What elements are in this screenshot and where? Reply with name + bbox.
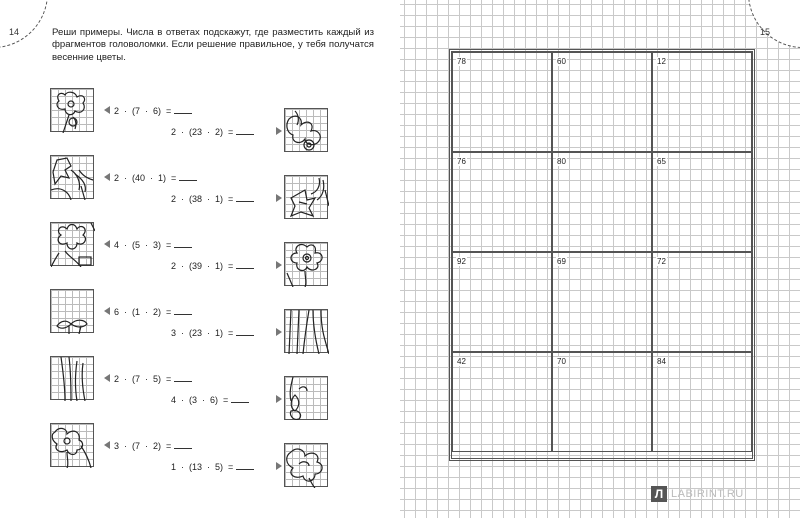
page-number-left: 14 (9, 27, 20, 37)
answer-blank[interactable] (174, 105, 192, 114)
flower-fragment-icon (285, 377, 329, 421)
board-cell[interactable]: 72 (652, 252, 752, 352)
answer-blank[interactable] (174, 440, 192, 449)
arrow-left-icon (104, 307, 110, 315)
instructions-text: Реши примеры. Числа в ответах подскажут, где разместить каждый из фрагментов головоломки. Если решение правильное, у тебя получатся весенние цветы. (52, 27, 374, 63)
equation: 6 · (1 · 2) = (114, 306, 192, 317)
equation: 4 · (5 · 3) = (114, 239, 192, 250)
arrow-right-icon (276, 194, 282, 202)
puzzle-fragment (50, 356, 94, 400)
puzzle-fragment (50, 88, 94, 132)
arrow-right-icon (276, 395, 282, 403)
answer-blank[interactable] (231, 394, 249, 403)
equation: 2 · (7 · 6) = (114, 105, 192, 116)
flower-fragment-icon (285, 243, 329, 287)
flower-fragment-icon (51, 156, 95, 200)
board-cell[interactable]: 78 (452, 52, 552, 152)
board-cell[interactable]: 92 (452, 252, 552, 352)
answer-blank[interactable] (174, 306, 192, 315)
arrow-left-icon (104, 374, 110, 382)
board-cell[interactable]: 42 (452, 352, 552, 452)
board-cell[interactable]: 69 (552, 252, 652, 352)
board-cell[interactable]: 84 (652, 352, 752, 452)
equation: 2 · (38 · 1) = (171, 193, 254, 204)
exercise-row (0, 289, 400, 349)
equation: 3 · (7 · 2) = (114, 440, 192, 451)
equation: 3 · (23 · 1) = (171, 327, 254, 338)
arrow-right-icon (276, 462, 282, 470)
flower-fragment-icon (285, 310, 329, 354)
equation: 2 · (39 · 1) = (171, 260, 254, 271)
board-cell[interactable]: 12 (652, 52, 752, 152)
answer-blank[interactable] (236, 327, 254, 336)
arrow-left-icon (104, 441, 110, 449)
flower-fragment-icon (285, 176, 329, 220)
board-cell[interactable]: 76 (452, 152, 552, 252)
equation: 2 · (7 · 5) = (114, 373, 192, 384)
puzzle-fragment (284, 108, 328, 152)
exercise-row (0, 356, 400, 416)
publisher-watermark: LABIRINT.RU (671, 488, 744, 500)
puzzle-fragment (284, 242, 328, 286)
puzzle-fragment (284, 309, 328, 353)
answer-blank[interactable] (236, 126, 254, 135)
exercise-row (0, 155, 400, 215)
arrow-left-icon (104, 173, 110, 181)
board-cell[interactable]: 80 (552, 152, 652, 252)
puzzle-fragment (50, 289, 94, 333)
exercise-row (0, 222, 400, 282)
answer-blank[interactable] (179, 172, 197, 181)
flower-fragment-icon (51, 290, 95, 334)
answer-blank[interactable] (236, 461, 254, 470)
flower-fragment-icon (285, 109, 329, 153)
page-corner-decoration (748, 0, 800, 48)
page-number-right: 15 (759, 27, 770, 37)
puzzle-fragment (50, 222, 94, 266)
board-cell[interactable]: 65 (652, 152, 752, 252)
arrow-right-icon (276, 127, 282, 135)
answer-blank[interactable] (174, 239, 192, 248)
flower-fragment-icon (285, 444, 329, 488)
equation: 4 · (3 · 6) = (171, 394, 249, 405)
publisher-logo-icon: Л (651, 486, 667, 502)
arrow-right-icon (276, 261, 282, 269)
equation: 1 · (13 · 5) = (171, 461, 254, 472)
exercise-row (0, 88, 400, 148)
puzzle-fragment (284, 443, 328, 487)
answer-blank[interactable] (174, 373, 192, 382)
flower-fragment-icon (51, 223, 95, 267)
equation: 2 · (23 · 2) = (171, 126, 254, 137)
puzzle-board (449, 49, 755, 461)
answer-blank[interactable] (236, 260, 254, 269)
arrow-left-icon (104, 106, 110, 114)
puzzle-fragment (50, 155, 94, 199)
puzzle-fragment (50, 423, 94, 467)
equation: 2 · (40 · 1) = (114, 172, 197, 183)
arrow-left-icon (104, 240, 110, 248)
puzzle-fragment (284, 175, 328, 219)
exercise-row (0, 423, 400, 483)
answer-blank[interactable] (236, 193, 254, 202)
flower-fragment-icon (51, 89, 95, 133)
board-cell[interactable]: 60 (552, 52, 652, 152)
puzzle-fragment (284, 376, 328, 420)
flower-fragment-icon (51, 357, 95, 401)
board-cell[interactable]: 70 (552, 352, 652, 452)
arrow-right-icon (276, 328, 282, 336)
flower-fragment-icon (51, 424, 95, 468)
page-corner-decoration (0, 0, 48, 48)
